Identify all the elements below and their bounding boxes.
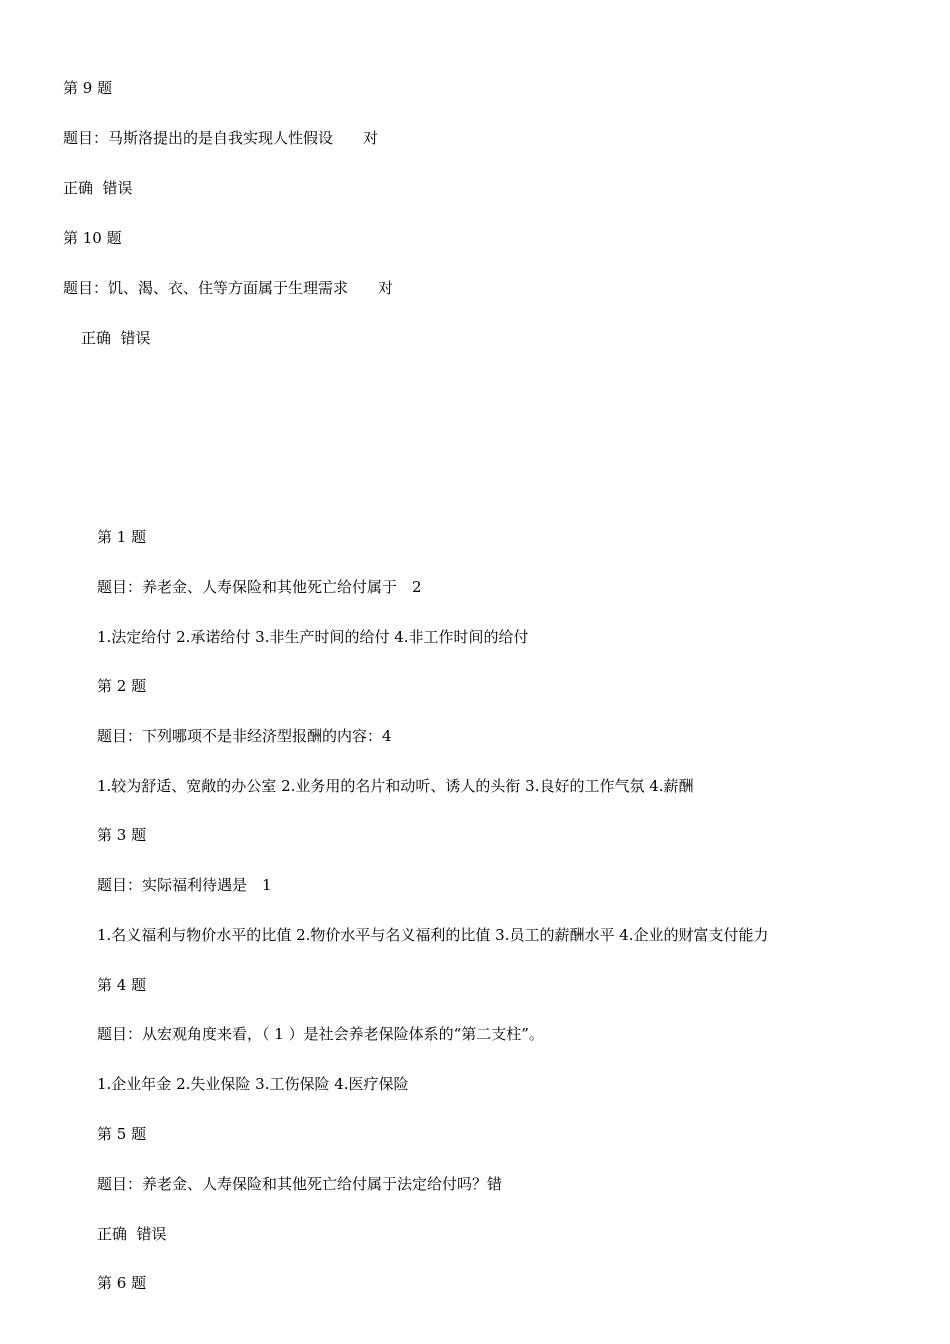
question-number-5: 第 5 题: [97, 1125, 147, 1143]
question-number-2: 第 2 题: [97, 677, 147, 695]
question-text-5: 题目：养老金、人寿保险和其他死亡给付属于法定给付吗？错: [97, 1175, 503, 1193]
question-text-9: 题目：马斯洛提出的是自我实现人性假设 对: [63, 129, 379, 147]
question-number-6: 第 6 题: [97, 1274, 147, 1292]
question-text-3: 题目：实际福利待遇是 1: [97, 876, 272, 894]
question-options-2: 1.较为舒适、宽敞的办公室 2.业务用的名片和动听、诱人的头衔 3.良好的工作气氛 4.薪酬: [97, 777, 694, 795]
question-text-2: 题目：下列哪项不是非经济型报酬的内容：4: [97, 727, 392, 745]
question-options-1: 1.法定给付 2.承诺给付 3.非生产时间的给付 4.非工作时间的给付: [97, 628, 529, 646]
question-number-3: 第 3 题: [97, 826, 147, 844]
question-text-4: 题目：从宏观角度来看，（ 1 ）是社会养老保险体系的“第二支柱”。: [97, 1025, 544, 1043]
question-number-10: 第 10 题: [63, 229, 122, 247]
question-options-3: 1.名义福利与物价水平的比值 2.物价水平与名义福利的比值 3.员工的薪酬水平 4.企业的财富支付能力: [97, 926, 769, 944]
question-options-4: 1.企业年金 2.失业保险 3.工伤保险 4.医疗保险: [97, 1075, 409, 1093]
true-false-options-5: 正确 错误: [97, 1225, 167, 1243]
question-number-1: 第 1 题: [97, 528, 147, 546]
question-number-4: 第 4 题: [97, 976, 147, 994]
question-number-9: 第 9 题: [63, 79, 113, 97]
question-text-10: 题目：饥、渴、衣、住等方面属于生理需求 对: [63, 279, 394, 297]
true-false-options-10: 正确 错误: [81, 329, 151, 347]
question-text-1: 题目：养老金、人寿保险和其他死亡给付属于 2: [97, 578, 422, 596]
true-false-options-9: 正确 错误: [63, 179, 133, 197]
